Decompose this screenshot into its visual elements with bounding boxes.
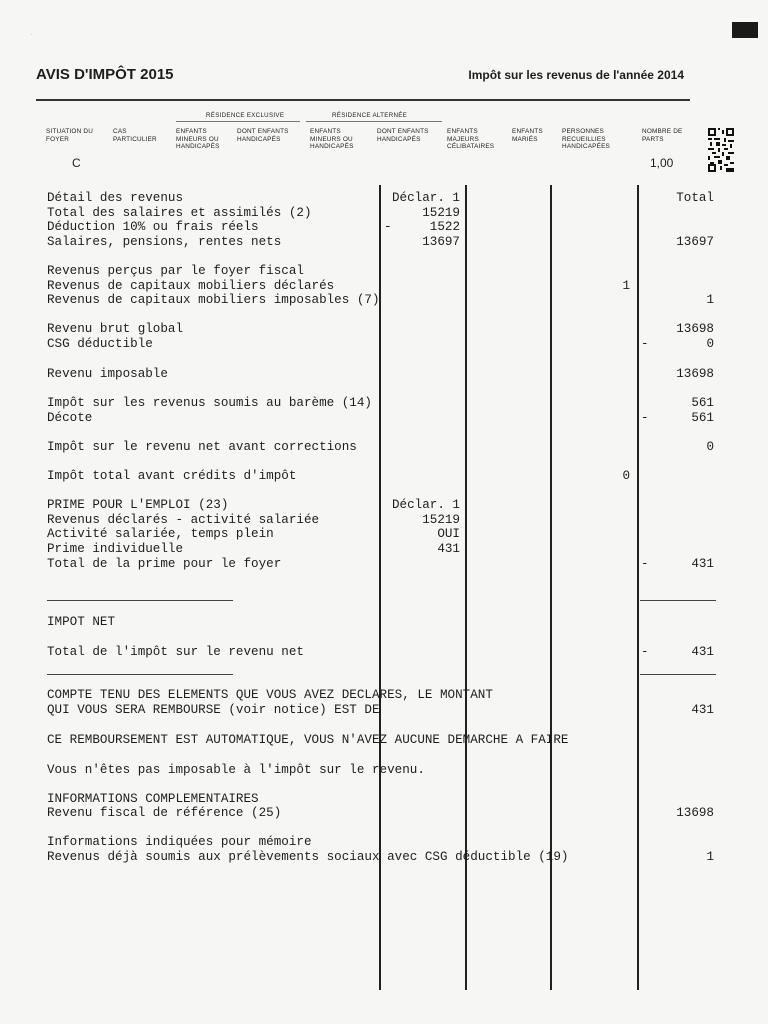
residence-alternee-rule — [306, 121, 442, 122]
page-title: AVIS D'IMPÔT 2015 — [36, 66, 174, 83]
revenu-brut-label: Revenu brut global — [47, 322, 184, 336]
rcm-imposables-label: Revenus de capitaux mobiliers imposables (7) — [47, 293, 380, 307]
csg-label: CSG déductible — [47, 337, 153, 351]
infos-complementaires-label: INFORMATIONS COMPLEMENTAIRES — [47, 792, 259, 806]
prime-individuelle-declar: 431 — [437, 542, 460, 556]
detail-revenus-total: Total — [676, 191, 714, 205]
detail-revenus-declar: Déclar. 1 — [391, 191, 460, 205]
total-impot-net-label: Total de l'impôt sur le revenu net — [47, 645, 304, 659]
impot-net-label: IMPOT NET — [47, 615, 116, 629]
revenu-imposable-label: Revenu imposable — [47, 367, 168, 381]
total-impot-net-total: 431 — [691, 645, 714, 659]
show-through-mark: · — [30, 30, 33, 39]
total-impot-net-sign: - — [641, 645, 649, 659]
prelevements-sociaux-label: Revenus déjà soumis aux prélèvements sociaux avec CSG déductible (19) — [47, 850, 569, 864]
remboursement-automatique: CE REMBOURSEMENT EST AUTOMATIQUE, VOUS N'AVEZ AUCUNE DEMARCHE A FAIRE — [47, 733, 569, 747]
total-salaires-declar: 15219 — [422, 206, 460, 220]
separator-rule-right-1 — [640, 600, 716, 601]
deduction-sign: - — [384, 220, 392, 234]
rcm-declares-label: Revenus de capitaux mobiliers déclarés — [47, 279, 335, 293]
parts-value: 1,00 — [650, 156, 674, 170]
prime-emploi-label: PRIME POUR L'EMPLOI (23) — [47, 498, 229, 512]
activite-temps-plein-declar: OUI — [437, 527, 460, 541]
revenu-imposable-total: 13698 — [676, 367, 714, 381]
separator-rule-left-1 — [47, 600, 233, 601]
detail-revenus-label: Détail des revenus — [47, 191, 184, 205]
prime-emploi-declar: Déclar. 1 — [391, 498, 460, 512]
col-enfants-majeurs: ENFANTS MAJEURS CÉLIBATAIRES — [447, 128, 495, 150]
compte-tenu-line-1: COMPTE TENU DES ELEMENTS QUE VOUS AVEZ DECLARES, LE MONTANT — [47, 688, 493, 702]
activite-temps-plein-label: Activité salariée, temps plein — [47, 527, 274, 541]
col-enfants-mineurs: ENFANTS MINEURS OU HANDICAPÉS — [176, 128, 220, 150]
csg-total: 0 — [706, 337, 714, 351]
col-enfants-maries: ENFANTS MARIÉS — [512, 128, 543, 143]
corner-mark — [732, 22, 758, 38]
decote-label: Décote — [47, 411, 93, 425]
revenu-brut-total: 13698 — [676, 322, 714, 336]
deduction-label: Déduction 10% ou frais réels — [47, 220, 259, 234]
separator-rule-right-2 — [640, 674, 716, 675]
column-line-2 — [465, 185, 467, 990]
situation-value: C — [72, 156, 81, 170]
prime-individuelle-label: Prime individuelle — [47, 542, 184, 556]
residence-alternee-label: RÉSIDENCE ALTERNÉE — [332, 112, 408, 119]
decote-sign: - — [641, 411, 649, 425]
salaires-nets-total: 13697 — [676, 235, 714, 249]
total-prime-foyer-total: 431 — [691, 557, 714, 571]
prelevements-sociaux-total: 1 — [706, 850, 714, 864]
revenus-declares-activite-declar: 15219 — [422, 513, 460, 527]
impot-avant-corrections-label: Impôt sur le revenu net avant corrections — [47, 440, 357, 454]
col-situation-foyer: SITUATION DU FOYER — [46, 128, 94, 143]
csg-sign: - — [641, 337, 649, 351]
residence-exclusive-label: RÉSIDENCE EXCLUSIVE — [206, 112, 285, 119]
total-salaires-label: Total des salaires et assimilés (2) — [47, 206, 312, 220]
col-personnes-recueillies: PERSONNES RECUEILLIES HANDICAPÉES — [562, 128, 611, 150]
col-dont-enfants-alt: DONT ENFANTS HANDICAPÉS — [377, 128, 429, 143]
header-rule — [36, 99, 690, 101]
deduction-declar: 1522 — [429, 220, 460, 234]
impot-bareme-total: 561 — [691, 396, 714, 410]
col-cas-particulier: CAS PARTICULIER — [113, 128, 157, 143]
total-prime-foyer-sign: - — [641, 557, 649, 571]
salaires-nets-declar: 13697 — [422, 235, 460, 249]
impot-total-avant-credits-label: Impôt total avant crédits d'impôt — [47, 469, 297, 483]
salaires-nets-label: Salaires, pensions, rentes nets — [47, 235, 282, 249]
column-line-4 — [637, 185, 639, 990]
revenus-foyer-label: Revenus perçus par le foyer fiscal — [47, 264, 304, 278]
revenu-fiscal-reference-label: Revenu fiscal de référence (25) — [47, 806, 282, 820]
impot-total-avant-credits-value: 0 — [622, 469, 630, 483]
non-imposable-notice: Vous n'êtes pas imposable à l'impôt sur le revenu. — [47, 763, 425, 777]
barcode-icon — [708, 128, 734, 172]
impot-bareme-label: Impôt sur les revenus soumis au barème (14) — [47, 396, 372, 410]
separator-rule-left-2 — [47, 674, 233, 675]
page-subtitle: Impôt sur les revenus de l'année 2014 — [468, 68, 684, 82]
column-line-3 — [550, 185, 552, 990]
compte-tenu-line-2: QUI VOUS SERA REMBOURSE (voir notice) EST DE — [47, 703, 380, 717]
infos-memoire-label: Informations indiquées pour mémoire — [47, 835, 312, 849]
revenus-declares-activite-label: Revenus déclarés - activité salariée — [47, 513, 320, 527]
col-dont-enfants: DONT ENFANTS HANDICAPÉS — [237, 128, 289, 143]
total-prime-foyer-label: Total de la prime pour le foyer — [47, 557, 282, 571]
revenu-fiscal-reference-total: 13698 — [676, 806, 714, 820]
col-enfants-mineurs-alt: ENFANTS MINEURS OU HANDICAPÉS — [310, 128, 354, 150]
remboursement-total: 431 — [691, 703, 714, 717]
decote-total: 561 — [691, 411, 714, 425]
impot-avant-corrections-total: 0 — [706, 440, 714, 454]
rcm-imposables-total: 1 — [706, 293, 714, 307]
rcm-declares-value: 1 — [622, 279, 630, 293]
residence-exclusive-rule — [176, 121, 300, 122]
col-nombre-parts: NOMBRE DE PARTS — [642, 128, 683, 143]
